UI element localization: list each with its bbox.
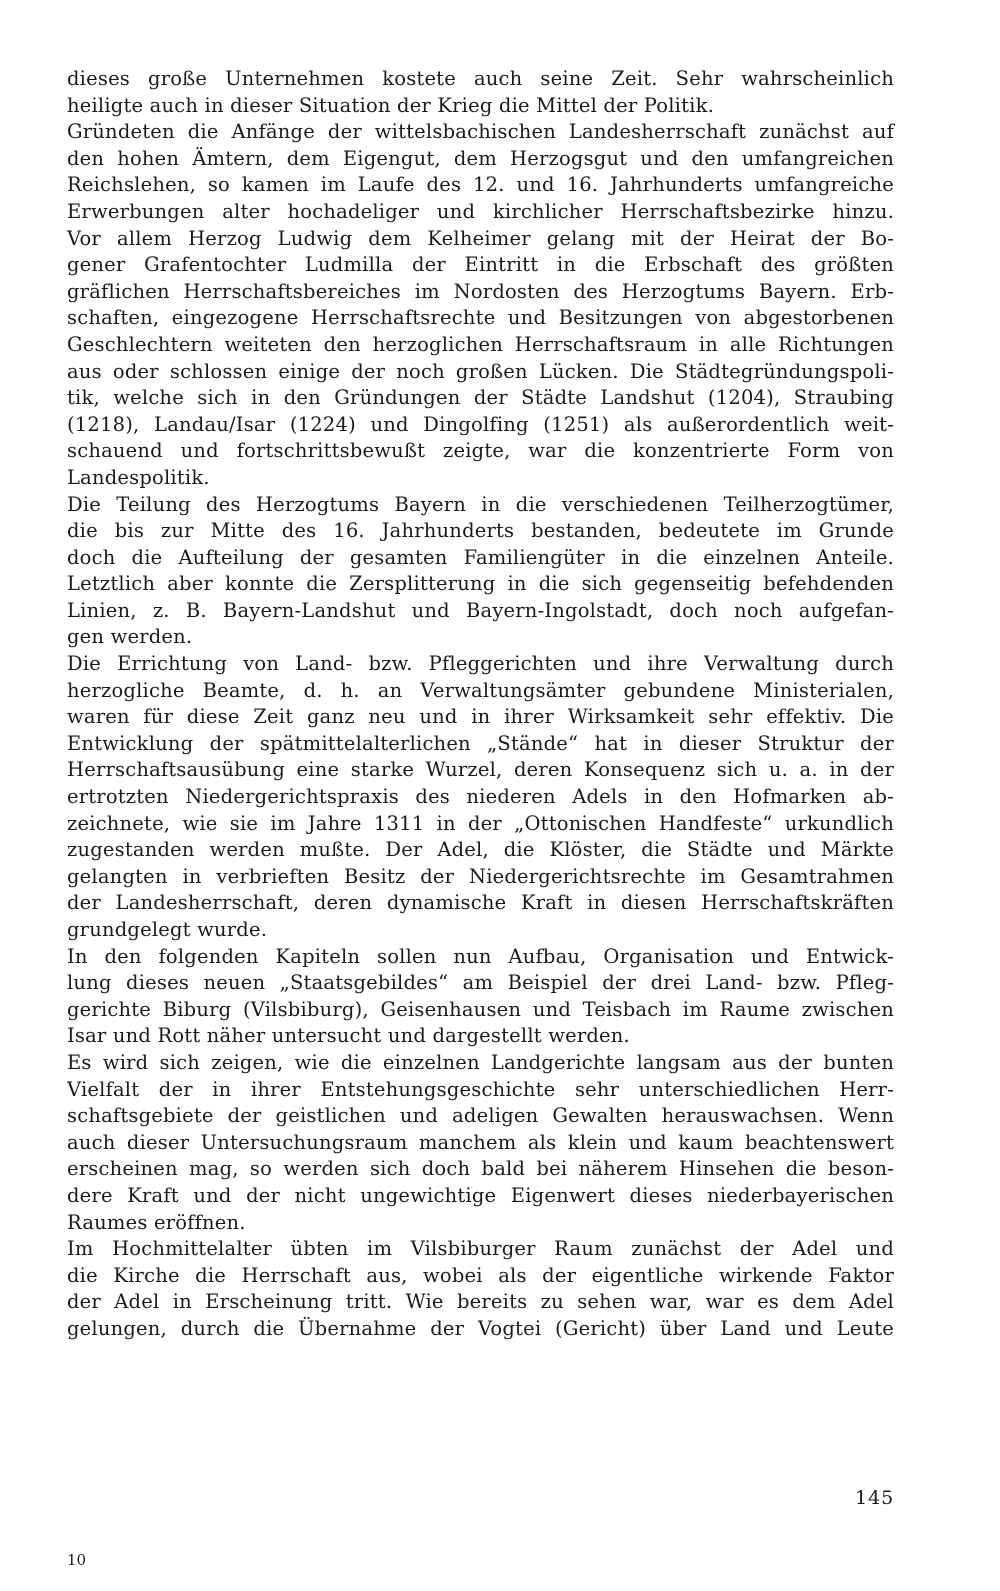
text-line: Die Errichtung von Land- bzw. Pfleggerichten und ihre Verwaltung durch: [67, 652, 894, 676]
text-line: dere Kraft und der nicht ungewichtige Eigenwert dieses niederbayerischen: [67, 1183, 894, 1207]
paragraph: [67, 492, 894, 652]
text-line: Linien, z. B. Bayern-Landshut und Bayern-Ingolstadt, doch noch aufgefan-: [67, 598, 894, 622]
text-line: ertrotzten Niedergerichtspraxis des niederen Adels in den Hofmarken ab-: [67, 785, 894, 809]
text-line: dieses große Unternehmen kostete auch seine Zeit. Sehr wahrscheinlich: [67, 67, 894, 90]
paragraph: [67, 944, 894, 1050]
text-line: Letztlich aber konnte die Zersplitterung in die sich gegenseitig befehdenden: [67, 572, 894, 596]
text-line: Die Teilung des Herzogtums Bayern in die verschiedenen Teilherzogtümer,: [67, 492, 894, 516]
text-line: Herrschaftsausübung eine starke Wurzel, deren Konsequenz sich u. a. in der: [67, 758, 894, 782]
text-line: Geschlechtern weiteten den herzoglichen Herrschaftsraum in alle Richtungen: [67, 332, 894, 356]
text-line: zeichnete, wie sie im Jahre 1311 in der „Ottonischen Handfeste“ urkundlich: [67, 811, 894, 835]
text-line: gen werden.: [67, 625, 193, 649]
paragraph: [67, 1236, 894, 1342]
text-line: Raumes eröffnen.: [67, 1210, 246, 1234]
text-line: tik, welche sich in den Gründungen der Städte Landshut (1204), Straubing: [67, 386, 894, 410]
text-line: der Landesherrschaft, deren dynamische Kraft in diesen Herrschaftskräften: [67, 891, 894, 915]
text-line: Reichslehen, so kamen im Laufe des 12. und 16. Jahrhunderts umfangreiche: [67, 173, 894, 197]
text-line: aus oder schlossen einige der noch großen Lücken. Die Städtegründungspoli-: [67, 359, 894, 383]
text-line: den hohen Ämtern, dem Eigengut, dem Herzogsgut und den umfangreichen: [67, 146, 894, 170]
text-line: gelungen, durch die Übernahme der Vogtei (Gericht) über Land und Leute: [67, 1316, 894, 1340]
text-line: zugestanden werden mußte. Der Adel, die Klöster, die Städte und Märkte: [67, 838, 894, 862]
text-line: Gründeten die Anfänge der wittelsbachischen Landesherrschaft zunächst auf: [67, 120, 894, 144]
text-line: Im Hochmittelalter übten im Vilsbiburger Raum zunächst der Adel und: [67, 1237, 894, 1261]
text-line: schaften, eingezogene Herrschaftsrechte und Besitzungen von abgestorbenen: [67, 306, 894, 330]
text-line: schaftsgebiete der geistlichen und adeligen Gewalten herauswachsen. Wenn: [67, 1104, 894, 1128]
text-line: doch die Aufteilung der gesamten Familiengüter in die einzelnen Anteile.: [67, 545, 894, 569]
text-line: gräflichen Herrschaftsbereiches im Nordosten des Herzogtums Bayern. Erb-: [67, 279, 894, 303]
body-text: [67, 66, 894, 1343]
text-line: die bis zur Mitte des 16. Jahrhunderts bestanden, bedeutete im Grunde: [67, 519, 894, 543]
text-line: Isar und Rott näher untersucht und dargestellt werden.: [67, 1024, 630, 1048]
text-line: der Adel in Erscheinung tritt. Wie bereits zu sehen war, war es dem Adel: [67, 1290, 894, 1314]
text-line: auch dieser Untersuchungsraum manchem als klein und kaum beachtenswert: [67, 1130, 894, 1154]
text-line: (1218), Landau/Isar (1224) und Dingolfing (1251) als außerordentlich weit-: [67, 412, 894, 436]
text-line: erscheinen mag, so werden sich doch bald bei näherem Hinsehen die beson-: [67, 1157, 894, 1181]
paragraph: [67, 66, 894, 119]
text-line: lung dieses neuen „Staatsgebildes“ am Beispiel der drei Land- bzw. Pfleg-: [67, 971, 894, 995]
text-line: heiligte auch in dieser Situation der Krieg die Mittel der Politik.: [67, 93, 715, 117]
text-line: Vor allem Herzog Ludwig dem Kelheimer gelang mit der Heirat der Bo-: [67, 226, 894, 250]
text-line: gerichte Biburg (Vilsbiburg), Geisenhausen und Teisbach im Raume zwischen: [67, 997, 894, 1021]
text-line: schauend und fortschrittsbewußt zeigte, war die konzentrierte Form von: [67, 439, 894, 463]
text-line: In den folgenden Kapiteln sollen nun Aufbau, Organisation und Entwick-: [67, 944, 894, 968]
text-line: Entwicklung der spätmittelalterlichen „Stände“ hat in dieser Struktur der: [67, 731, 894, 755]
text-line: gener Grafentochter Ludmilla der Eintritt in die Erbschaft des größten: [67, 253, 894, 277]
text-line: Landespolitik.: [67, 465, 210, 489]
text-line: Es wird sich zeigen, wie die einzelnen Landgerichte langsam aus der bunten: [67, 1050, 894, 1074]
printer-signature-mark: 10: [67, 1551, 87, 1569]
page-number: 145: [855, 1487, 895, 1509]
text-line: gelangten in verbrieften Besitz der Niedergerichtsrechte im Gesamtrahmen: [67, 864, 894, 888]
paragraph: [67, 651, 894, 944]
paragraph: [67, 1050, 894, 1236]
text-line: grundgelegt wurde.: [67, 918, 268, 941]
text-line: die Kirche die Herrschaft aus, wobei als der eigentliche wirkende Faktor: [67, 1263, 894, 1287]
paragraph: [67, 119, 894, 491]
text-line: Vielfalt der in ihrer Entstehungsgeschichte sehr unterschiedlichen Herr-: [67, 1077, 894, 1101]
text-line: waren für diese Zeit ganz neu und in ihrer Wirksamkeit sehr effektiv. Die: [67, 705, 894, 729]
text-line: herzogliche Beamte, d. h. an Verwaltungsämter gebundene Ministerialen,: [67, 678, 894, 702]
text-line: Erwerbungen alter hochadeliger und kirchlicher Herrschaftsbezirke hinzu.: [67, 199, 894, 223]
